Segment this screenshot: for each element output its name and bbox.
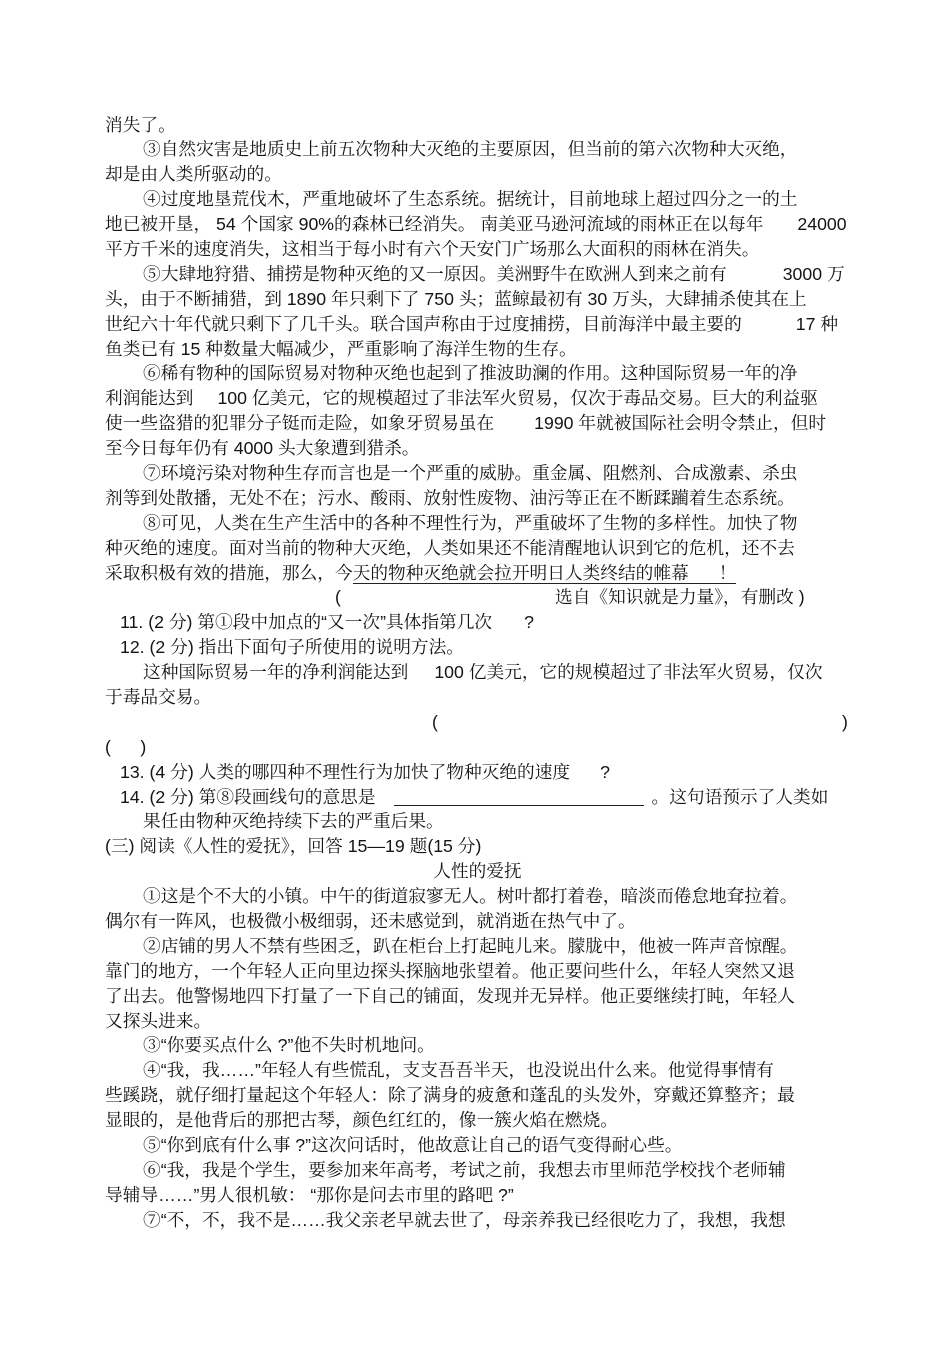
passage-line-number: 24000 — [797, 214, 847, 235]
story-line: 偶尔有一阵风，也极微小极细弱，还未感觉到，就消逝在热气中了。 — [105, 911, 636, 931]
passage-line: 消失了。 — [105, 114, 176, 135]
question-12-quote: 于毒品交易。 — [105, 686, 212, 707]
question-mark: ? — [600, 761, 610, 782]
answer-close-paren: ) — [842, 711, 848, 732]
question-13 — [105, 760, 850, 785]
passage-line-number: 3000 万 — [782, 263, 845, 284]
passage-line — [105, 212, 850, 237]
quote-text: 100 亿美元，它的规模超过了非法军火贸易，仅次 — [434, 662, 823, 683]
passage-line-text: 利润能达到 — [105, 388, 194, 409]
passage-line-number: 17 种 — [795, 313, 839, 334]
source-open-paren: ( — [335, 587, 341, 608]
section-heading: (三) 阅读《人性的爱抚》，回答 15—19 题(15 分) — [105, 836, 482, 857]
exclamation-mark: ！ — [718, 562, 737, 583]
question-14 — [105, 785, 850, 810]
passage-line-text: 地已被开垦， 54 个国家 90%的森林已经消失。 南美亚马逊河流域的雨林正在以每年 — [105, 214, 764, 235]
story-line: 显眼的，是他背后的那把古琴，颜色红红的，像一簇火焰在燃烧。 — [105, 1110, 618, 1131]
story-title: 人性的爱抚 — [433, 861, 522, 882]
passage-line-text: 世纪六十年代就只剩下了几千头。联合国声称由于过度捕捞，目前海洋中最主要的 — [105, 313, 742, 334]
story-line: 又探头进来。 — [105, 1010, 212, 1031]
passage-paragraph-6: ⑥稀有物种的国际贸易对物种灭绝也起到了推波助澜的作用。这种国际贸易一年的净 — [143, 363, 798, 384]
source-citation: 选自《知识就是力量》，有删改 ) — [555, 587, 805, 608]
story-line: 些蹊跷，就仔细打量起这个年轻人：除了满身的疲惫和蓬乱的头发外，穿戴还算整齐；最 — [105, 1085, 795, 1106]
story-line: 导辅导……”男人很机敏： “那你是问去市里的路吧 ?” — [105, 1184, 514, 1205]
document-body — [105, 113, 850, 1233]
answer-open-paren: ( — [432, 711, 438, 732]
passage-line — [105, 411, 850, 436]
passage-paragraph-3: ③自然灾害是地质史上前五次物种大灭绝的主要原因，但当前的第六次物种大灭绝， — [143, 139, 798, 160]
passage-line: 头，由于不断捕猎，到 1890 年只剩下了 750 头；蓝鲸最初有 30 万头，大肆捕杀使其在上 — [105, 288, 807, 309]
underlined-sentence — [353, 564, 737, 584]
question-text: 13. (4 分) 人类的哪四种不理性行为加快了物种灭绝的速度 — [120, 761, 571, 782]
story-paragraph-2: ②店铺的男人不禁有些困乏，趴在柜台上打起盹儿来。朦胧中，他被一阵声音惊醒。 — [143, 935, 798, 956]
passage-line-text: 使一些盗猎的犯罪分子铤而走险，如象牙贸易虽在 — [105, 413, 495, 434]
question-12-answer-parens — [105, 710, 850, 735]
story-paragraph-7: ⑦“不，不，我不是……我父亲老早就去世了，母亲养我已经很吃力了，我想，我想 — [143, 1209, 786, 1230]
passage-line-text: 1990 年就被国际社会明令禁止，但时 — [534, 413, 827, 434]
passage-source — [105, 585, 850, 610]
passage-line — [105, 312, 850, 337]
quote-text: 这种国际贸易一年的净利润能达到 — [143, 662, 409, 683]
question-text: 11. (2 分) 第①段中加点的“又一次”具体指第几次 — [120, 612, 493, 633]
passage-line-text: ⑤大肆地狩猎、捕捞是物种灭绝的又一原因。美洲野牛在欧洲人到来之前有 — [143, 263, 727, 284]
question-12-answer-parens-2: ( ) — [105, 736, 147, 757]
passage-line: 剂等到处散播，无处不在；污水、酸雨、放射性废物、油污等正在不断蹂躏着生态系统。 — [105, 487, 795, 508]
passage-line: 种灭绝的速度。面对当前的物种大灭绝，人类如果还不能清醒地认识到它的危机，还不去 — [105, 537, 795, 558]
passage-line-text: 100 亿美元，它的规模超过了非法军火贸易，仅次于毒品交易。巨大的利益驱 — [217, 388, 818, 409]
passage-paragraph-5 — [105, 262, 850, 287]
story-paragraph-5: ⑤“你到底有什么事 ?”这次问话时，他故意让自己的语气变得耐心些。 — [143, 1135, 683, 1156]
answer-blank — [394, 789, 644, 806]
story-paragraph-4: ④“我，我……”年轻人有些慌乱，支支吾吾半天，也没说出什么来。他觉得事情有 — [143, 1060, 774, 1081]
question-11 — [105, 610, 850, 635]
passage-line: 至今日每年仍有 4000 头大象遭到猎杀。 — [105, 438, 420, 459]
passage-line — [105, 386, 850, 411]
passage-line-text: 采取积极有效的措施，那么，今 — [105, 562, 353, 583]
question-text: 14. (2 分) 第⑧段画线句的意思是 — [120, 786, 376, 807]
passage-paragraph-8: ⑧可见，人类在生产生活中的各种不理性行为，严重破坏了生物的多样性。加快了物 — [143, 512, 798, 533]
question-text: 。这句语预示了人类如 — [651, 786, 829, 807]
passage-paragraph-4: ④过度地垦荒伐木，严重地破坏了生态系统。据统计，目前地球上超过四分之一的土 — [143, 189, 798, 210]
passage-closing-line — [105, 561, 850, 586]
story-paragraph-3: ③“你要买点什么 ?”他不失时机地问。 — [143, 1035, 435, 1056]
story-line: 了出去。他警惕地四下打量了一下自己的铺面，发现并无异样。他正要继续打盹，年轻人 — [105, 985, 795, 1006]
question-12: 12. (2 分) 指出下面句子所使用的说明方法。 — [120, 637, 464, 658]
passage-line: 鱼类已有 15 种数量大幅减少，严重影响了海洋生物的生存。 — [105, 338, 577, 359]
underlined-text: 天的物种灭绝就会拉开明日人类终结的帷幕 — [352, 562, 689, 583]
passage-paragraph-7: ⑦环境污染对物种生存而言也是一个严重的威胁。重金属、阻燃剂、合成激素、杀虫 — [143, 462, 798, 483]
question-mark: ? — [524, 612, 534, 633]
passage-line: 却是由人类所驱动的。 — [105, 164, 282, 185]
story-line: 靠门的地方，一个年轻人正向里边探头探脑地张望着。他正要问些什么，年轻人突然又退 — [105, 960, 795, 981]
passage-line: 平方千米的速度消失，这相当于每小时有六个天安门广场那么大面积的雨林在消失。 — [105, 238, 760, 259]
story-paragraph-6: ⑥“我，我是个学生，要参加来年高考，考试之前，我想去市里师范学校找个老师辅 — [143, 1159, 786, 1180]
question-12-quote — [105, 660, 850, 685]
question-14-continuation: 果任由物种灭绝持续下去的严重后果。 — [143, 811, 444, 832]
story-paragraph-1: ①这是个不大的小镇。中午的街道寂寥无人。树叶都打着卷，暗淡而倦怠地耷拉着。 — [143, 886, 798, 907]
